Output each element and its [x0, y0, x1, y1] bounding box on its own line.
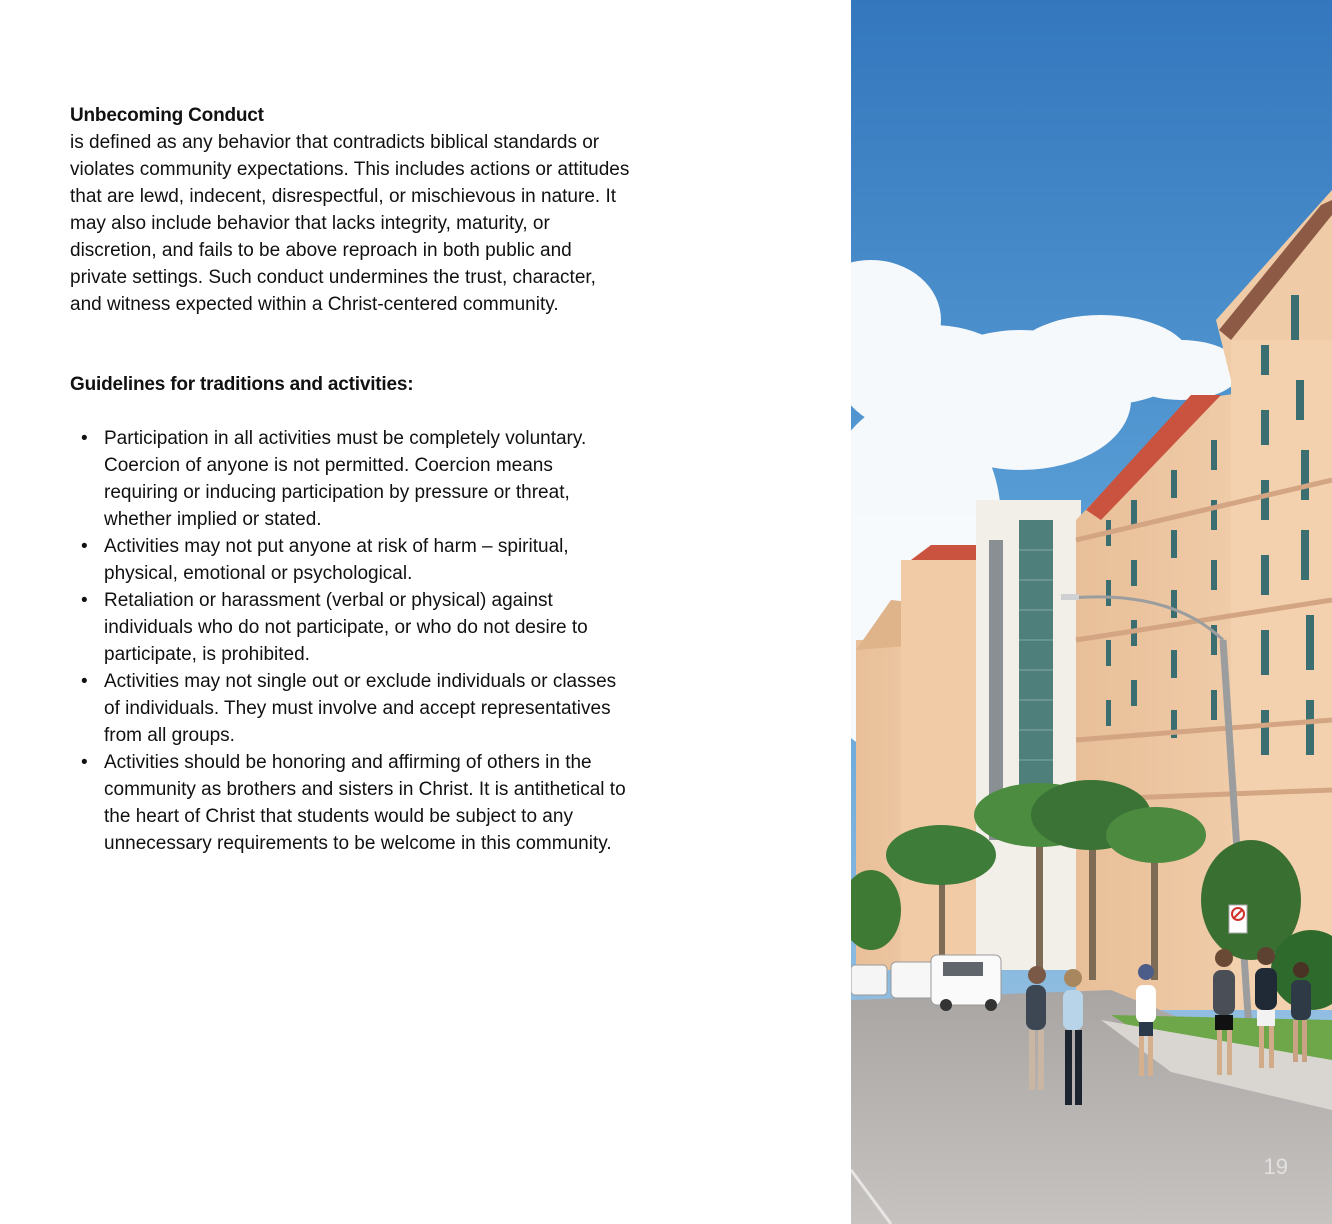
list-item-text: Activities may not single out or exclude individuals or classes of individuals. They must involve and accept representatives from all groups. [104, 671, 617, 746]
bullet-icon: • [81, 536, 88, 557]
bullet-icon: • [81, 752, 88, 773]
bullet-icon: • [81, 590, 88, 611]
page-number: 19 [1263, 1154, 1288, 1179]
bullet-icon: • [81, 671, 88, 692]
campus-photo [851, 0, 1332, 1224]
campus-photo-illustration [851, 0, 1332, 1224]
list-item-text: Activities may not put anyone at risk of harm – spiritual, physical, emotional or psychological. [104, 536, 569, 584]
glass-tower [976, 500, 1081, 970]
guidelines-heading: Guidelines for traditions and activities: [70, 374, 414, 395]
list-item-text: Activities should be honoring and affirming of others in the community as brothers and sisters in Christ. It is antithetical to the heart of Christ that students would be subject to any unnecessary requirements to be welcome in this community. [104, 752, 626, 854]
list-item [70, 749, 630, 857]
list-item [70, 533, 630, 587]
text-column [70, 102, 630, 857]
list-item [70, 587, 630, 668]
bullet-icon: • [81, 428, 88, 449]
list-item-text: Retaliation or harassment (verbal or physical) against individuals who do not participate, or who do not desire to participate, is prohibited. [104, 590, 588, 665]
section-heading: Unbecoming Conduct [70, 105, 264, 126]
list-item [70, 425, 630, 533]
list-item-text: Participation in all activities must be completely voluntary. Coercion of anyone is not permitted. Coercion means requiring or inducing participation by pressure or threat, whether implied or stated. [104, 428, 587, 530]
no-parking-sign-icon [1229, 905, 1247, 933]
list-item [70, 668, 630, 749]
section-definition: is defined as any behavior that contradicts biblical standards or violates community expectations. This includes actions or attitudes that are lewd, indecent, disrespectful, or mischievous in nature. It may also include behavior that lacks integrity, maturity, or discretion, and fails to be above reproach in both public and private settings. Such conduct undermines the trust, character, and witness expected within a Christ-centered community. [70, 132, 630, 315]
guidelines-list [70, 425, 630, 857]
